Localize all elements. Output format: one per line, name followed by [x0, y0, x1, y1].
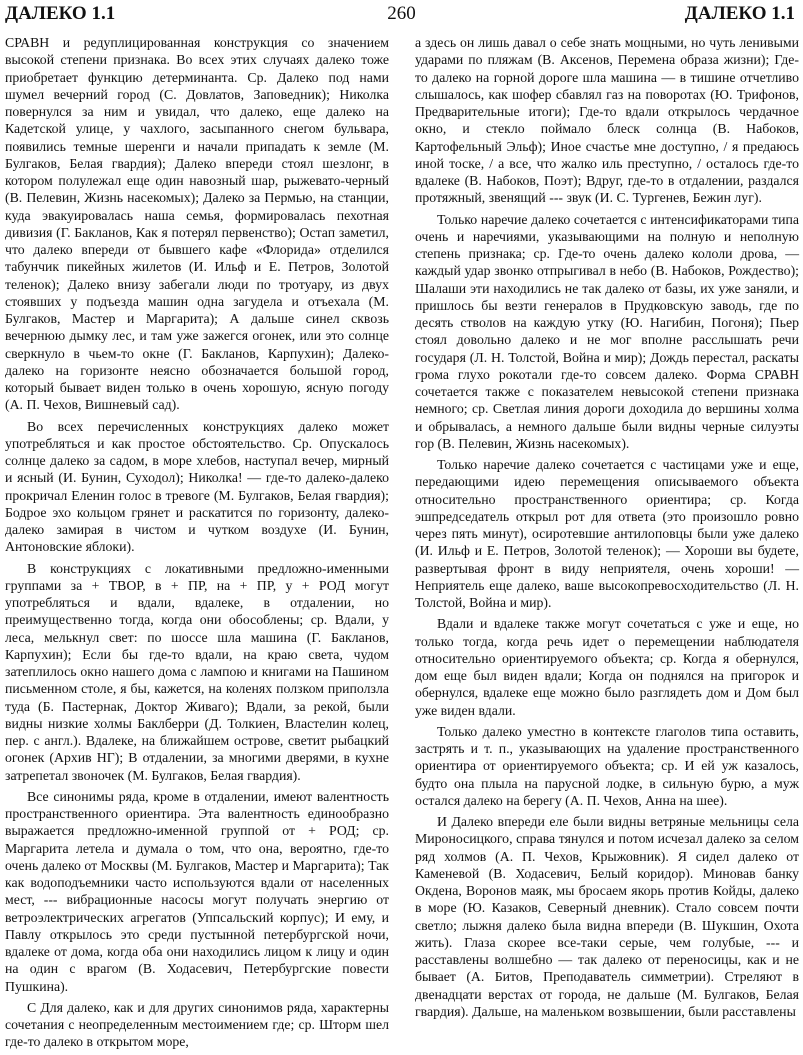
running-head-right: ДАЛЕКО 1.1: [684, 3, 795, 24]
section-paragraph-combinability: С Для далеко, как и для других синонимов ряда, характерны сочетания с неопределенным местоимением где; ср. Шторм шел где-то далеко в открытом море,: [5, 999, 389, 1050]
paragraph: Вдали и вдалеке также могут сочетаться с уже и еще, но только тогда, когда речь идет о перемещении наблюдателя относительно ориентируемого объекта; ср. Когда я обернулся, дом еще был виден вдали; Когда он поднялся на пригорок и обернулся, вдалеке еще можно было разглядеть дом и Дом был уже виден вдали.: [415, 616, 799, 718]
paragraph: а здесь он лишь давал о себе знать мощными, но чуть ленивыми ударами по пляжам (В. Аксенов, Перемена образа жизни); Где-то далеко на горной дороге шла машина — в тишине отчетливо слышалось, как шофер сбавлял газ на поворотах (Ю. Трифонов, Предварительные итоги); Где-то вдали открылось чердачное окно, и стекло поймало блеск солнца (В. Набоков, Картофельный Эльф); Иное счастье мне доступно, / я предаюсь иной тоске, / а все, что жалко иль преступно, / осталось где-то вдалеке (В. Набоков, Поэт); Вдруг, где-то в отдалении, раздался протяжный, звенящий --- звук (И. С. Тургенев, Бежин луг).: [415, 35, 799, 206]
left-column: [5, 34, 389, 1051]
paragraph: Только наречие далеко сочетается с интенсификаторами типа очень и наречиями, указывающими на полную и неполную степень признака; ср. Где-то очень далеко кололи дрова, — каждый удар звонко отпрыгивал в небо (В. Набоков, Рождество); Шалаши эти находились не так далеко от базы, их уже заняли, и пришлось бы везти генералов в Прудковскую заводь, где по десять стволов на каждую утку (Ю. Нагибин, Погоня); Пьер стоял довольно далеко и не мог вполне расслышать речи государя (Л. Н. Толстой, Война и мир); Дождь перестал, раскаты грома глухо рокотали где-то совсем далеко. Форма СРАВН сочетается также с показателем невысокой степени признака немного; ср. Светлая линия дороги доходила до вершины холма и обрывалась, а немного дальше были видны черные силуэты гор (В. Пелевин, Жизнь насекомых).: [415, 211, 799, 451]
paragraph: СРАВН и редуплицированная конструкция со значением высокой степени признака. Во всех этих случаях далеко тоже приобретает функцию детерминанта. Ср. Далеко под нами шумел вечерний город (С. Довлатов, Заповедник); Николка повернулся за ним и увидал, что далеко, еще далеко на Кадетской улице, у чахлого, засыпанного снегом бульвара, появились темные шеренги и начали припадать к земле (М. Булгаков, Белая гвардия); Далеко впереди стоял шезлонг, в котором полулежал еще один навозный шар, рыжевато-черный (В. Пелевин, Жизнь насекомых); Далеко за Пермью, на станции, куда эвакуировалась наша семья, формировалась пехотная дивизия (Г. Бакланов, Как я потерял первенство); Остап заметил, что далеко впереди от бывшего кафе «Флорида» отделился табунчик пикейных жилетов (И. Ильф и Е. Петров, Золотой теленок); Далеко внизу забегали люди по тротуару, из двух стоявших у подъезда машин одна загудела и отъехала (М. Булгаков, Мастер и Маргарита); А дальше синел сквозь вечернюю дымку лес, и там уже зажегся огонек, или это солнце сверкнуло в чьем-то окне (Г. Бакланов, Карпухин); Далеко-далеко на горизонте неясно обозначается большой город, который бывает виден только в очень хорошую, ясную погоду (А. П. Чехов, Вишневый сад).: [5, 35, 389, 413]
paragraph: В конструкциях с локативными предложно-именными группами за + ТВОР, в + ПР, на + ПР, у + РОД могут употребляться и вдали, вдалеке, в отдалении, но преимущественно тогда, когда они обособлены; ср. Вдали, у леса, мелькнул свет: по шоссе шла машина (Г. Бакланов, Карпухин); Если бы где-то вдали, на краю света, чудом затеплилось окно нашего дома с лампою и книгами на Пашином письменном столе, я бы, кажется, на коленях ползком приползла туда (Б. Пастернак, Доктор Живаго); Вдали, за рекой, были видны низкие холмы Баклберри (Д. Толкиен, Властелин колец, пер. с англ.). Вдалеке, на ближайшем острове, светит рыбацкий огонек (Архив НГ); В отдалении, за многими дверями, в кухне затрепетал звоночек (М. Булгаков, Белая гвардия).: [5, 560, 389, 783]
paragraph: Только далеко уместно в контексте глаголов типа оставить, застрять и т. п., указывающих на удаление пространственного ориентира от ориентируемого объекта; ср. И ей уж казалось, будто она плыла на парусной лодке, в сильную бурю, а муж остался далеко на берегу (А. П. Чехов, Анна на шее).: [415, 723, 799, 808]
running-head-left: ДАЛЕКО 1.1: [5, 3, 116, 24]
page-number: 260: [387, 3, 416, 24]
section-paragraph-illustrations: И Далеко впереди еле были видны ветряные мельницы села Мироносицкого, справа тянулся и потом исчезал далеко за селом ряд холмов (А. П. Чехов, Крыжовник). Я сидел далеко от Каменевой (В. Ходасевич, Белый коридор). Миновав банку Окдена, Воронов маяк, мы бросаем якорь против Койды, далеко в море (Ю. Казаков, Северный дневник). Стало совсем почти светло; лыжня далеко была видна впереди (В. Шукшин, Охота жить). Глаза скорее все-таки серые, чем голубые, --- и расставлены волшебно — так далеко от переносицы, как и не бывает (А. Битов, Преподаватель симметрии). Стреляют в двенадцати верстах от города, не дальше (М. Булгаков, Белая гвардия). Дальше, на маленьком возвышении, были расставлены: [415, 814, 799, 1019]
right-column: [415, 34, 799, 1020]
paragraph: Только наречие далеко сочетается с частицами уже и еще, передающими идею перемещения описываемого объекта относительно пространственного ориентира; ср. Когда эшпредседатель открыл рот для ответа (это произошло ровно через пять минут), осиротевшие антилоповцы были уже далеко (И. Ильф и Е. Петров, Золотой теленок); — Хороши вы будете, развертывая фронт в виду неприятеля, очень хороши! — Неприятель еще далеко, ваше высокопревосходительство (Л. Н. Толстой, Война и мир).: [415, 457, 799, 610]
paragraph: Все синонимы ряда, кроме в отдалении, имеют валентность пространственного ориентира. Эта валентность единообразно выражается предложно-именной группой от + РОД; ср. Маргарита летела и думала о том, что она, вероятно, где-то очень далеко от Москвы (М. Булгаков, Мастер и Маргарита); Так как водоподъемники часто используются вдали от населенных мест, --- вибрационные насосы могут получать энергию от ветроэлектрических агрегатов (Уппсальский корпус); И ему, и Павлу открылось это среди пустынной петербургской ночи, вдалеке от дома, когда оба они находились лицом к лицу и один на один с врагом (В. Ходасевич, Петербургские повести Пушкина).: [5, 788, 389, 994]
paragraph: Во всех перечисленных конструкциях далеко может употребляться и как простое обстоятельство. Ср. Опускалось солнце далеко за садом, в море хлебов, наступал вечер, мирный и ясный (И. Бунин, Суходол); Николка! — где-то далеко-далеко прокричал Еленин голос в тревоге (М. Булгаков, Белая гвардия); Бодрое эхо кольцом грянет и раскатится по горизонту, далеко-далеко замирая в чистом и чутком воздухе (И. Бунин, Антоновские яблоки).: [5, 418, 389, 555]
